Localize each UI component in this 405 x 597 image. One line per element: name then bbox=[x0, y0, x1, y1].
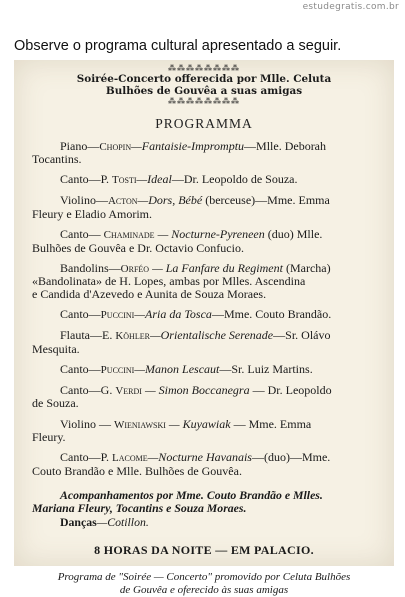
program-item-line-2: Fleury. bbox=[32, 430, 66, 445]
caption-line-2: de Gouvêa e oferecido às suas amigas bbox=[119, 584, 289, 597]
composer: Wieniawski bbox=[113, 418, 166, 431]
work-title: —Aria da Tosca bbox=[134, 306, 212, 321]
instrument: Canto— bbox=[60, 306, 101, 321]
work-title: —Ideal bbox=[136, 172, 172, 187]
program-item-line-2: Fleury e Eladio Amorim. bbox=[32, 206, 152, 221]
performer: — Mme. Emma bbox=[230, 416, 312, 431]
instrument: Violino — bbox=[60, 416, 114, 431]
accompaniment-line-2: Mariana Fleury, Tocantins e Souza Moraes. bbox=[32, 500, 247, 515]
composer: Puccini bbox=[100, 308, 135, 321]
program-item-line-1 bbox=[32, 173, 384, 187]
program-item-line-1 bbox=[32, 384, 384, 398]
program-item bbox=[14, 363, 394, 377]
heading-line-2: Bulhões de Gouvêa a suas amigas bbox=[105, 85, 303, 97]
program-list bbox=[14, 140, 394, 478]
work-title: — Simon Boccanegra bbox=[141, 382, 250, 397]
performer: — Dr. Leopoldo bbox=[249, 382, 332, 397]
work-title: —Nocturne Havanais bbox=[147, 450, 252, 465]
program-item-line-2: Bulhões de Gouvêa e Dr. Octavio Confucio. bbox=[32, 240, 244, 255]
instrument: Canto—G. bbox=[60, 382, 116, 397]
composer: Chopin bbox=[99, 140, 132, 153]
program-item-line-2: Mesquita. bbox=[32, 341, 80, 356]
program-item bbox=[14, 418, 394, 444]
intro-text: Observe o programa cultural apresentado a seguir. bbox=[14, 38, 342, 54]
work-title: —Manon Lescaut bbox=[134, 361, 220, 376]
composer: Puccini bbox=[100, 363, 135, 376]
instrument: Canto—P. bbox=[60, 450, 113, 465]
time-place: 8 HORAS DA NOITE — EM PALACIO. bbox=[94, 543, 314, 558]
composer: Lacome bbox=[112, 452, 148, 465]
program-item-line-1 bbox=[32, 140, 384, 154]
program-item-line-1 bbox=[32, 329, 384, 343]
program-item bbox=[14, 173, 394, 187]
dancas-label: Danças bbox=[60, 515, 97, 530]
work-title: —Orientalische Serenade bbox=[149, 328, 274, 343]
accompaniment-line-1: Acompanhamentos por Mme. Couto Brandão e Mlles. bbox=[60, 488, 323, 503]
program-item-line-1 bbox=[32, 194, 384, 208]
program-item-line-1 bbox=[32, 262, 384, 276]
work-title: — Nocturne-Pyreneen bbox=[154, 226, 265, 241]
composer: Chaminade bbox=[103, 228, 155, 241]
performer: (Marcha) bbox=[282, 260, 331, 275]
program-item-line-2: «Bandolinata» de H. Lopes, ambas por Mlles. Ascendina bbox=[32, 274, 306, 289]
instrument: Canto— bbox=[60, 226, 104, 241]
performer: —Mme. Couto Brandão. bbox=[211, 306, 332, 321]
program-item-line-2: Couto Brandão e Mlle. Bulhões de Gouvêa. bbox=[32, 463, 242, 478]
instrument: Bandolins— bbox=[60, 260, 121, 275]
program-item bbox=[14, 451, 394, 477]
program-item bbox=[14, 384, 394, 410]
instrument: Flauta—E. bbox=[60, 328, 116, 343]
program-title: PROGRAMMA bbox=[155, 116, 253, 131]
composer: Orféo bbox=[120, 262, 150, 275]
instrument: Canto—P. bbox=[60, 172, 113, 187]
instrument: Piano— bbox=[60, 138, 100, 153]
performer: —(duo)—Mme. bbox=[251, 450, 331, 465]
caption bbox=[14, 571, 394, 597]
program-item-line-3: e Candida d'Azevedo e Aunita de Souza Moraes. bbox=[32, 286, 267, 301]
program-item bbox=[14, 228, 394, 254]
composer: Tosti bbox=[112, 174, 137, 187]
instrument: Canto— bbox=[60, 361, 101, 376]
performer: —Mlle. Deborah bbox=[244, 138, 327, 153]
program-item bbox=[14, 308, 394, 322]
site-watermark: estudegratis.com.br bbox=[302, 2, 399, 12]
work-title: — Kuyawiak bbox=[165, 416, 231, 431]
program-item-line-1 bbox=[32, 451, 384, 465]
performer: —Sr. Luiz Martins. bbox=[219, 361, 313, 376]
program-scan bbox=[14, 60, 394, 597]
heading-line-1: Soirée-Concerto offerecida por Mlle. Celuta bbox=[76, 73, 332, 85]
composer: Köhler bbox=[115, 330, 150, 343]
work-title: —Dors, Bébé bbox=[137, 193, 203, 208]
program-item bbox=[14, 262, 394, 301]
program-item-line-1 bbox=[32, 228, 384, 242]
bottom-ornament: ⁂⁂⁂⁂⁂⁂⁂⁂ bbox=[168, 97, 240, 106]
performer: —Sr. Olávo bbox=[273, 328, 331, 343]
dancas-line bbox=[14, 515, 394, 530]
work-title: — La Fanfare du Regiment bbox=[149, 260, 283, 275]
instrument: Violino— bbox=[60, 193, 108, 208]
composer: Acton bbox=[107, 195, 138, 208]
program-item-line-1 bbox=[32, 308, 384, 322]
performer: (berceuse)—Mme. Emma bbox=[202, 193, 330, 208]
program-item-line-1 bbox=[32, 363, 384, 377]
composer: Verdi bbox=[115, 384, 142, 397]
program-item bbox=[14, 329, 394, 355]
program-item-line-2: Tocantins. bbox=[32, 152, 82, 167]
program-item bbox=[14, 140, 394, 166]
program-item-line-2: de Souza. bbox=[32, 396, 79, 411]
program-item bbox=[14, 194, 394, 220]
work-title: —Fantaisie-Impromptu bbox=[131, 138, 245, 153]
performer: —Dr. Leopoldo de Souza. bbox=[171, 172, 298, 187]
program-item-line-1 bbox=[32, 418, 384, 432]
top-ornament: ⁂⁂⁂⁂⁂⁂⁂⁂ bbox=[168, 64, 240, 73]
performer: (duo) Mlle. bbox=[264, 226, 323, 241]
caption-line-1: Programa de "Soirée — Concerto" promovido por Celuta Bulhões bbox=[57, 571, 351, 584]
dancas-rest: —Cotillon. bbox=[96, 515, 149, 530]
accompaniment bbox=[14, 489, 394, 514]
